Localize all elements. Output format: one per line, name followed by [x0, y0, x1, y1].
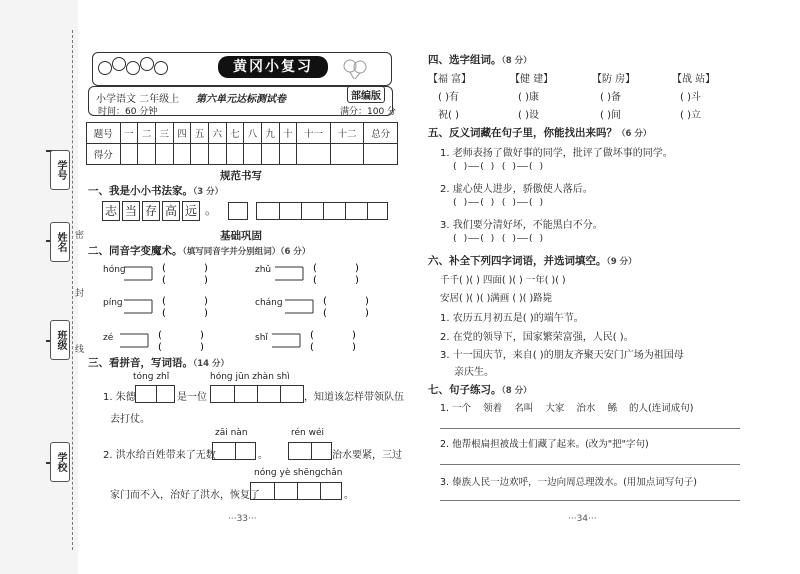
q3-s1-post: ，知道该怎样带领队伍: [304, 392, 404, 403]
pinyin: hónɡ: [103, 265, 126, 275]
table-cell: 得分: [87, 144, 121, 165]
score-cell[interactable]: [364, 144, 398, 165]
svg-text:): ): [204, 296, 208, 307]
q3-s3-post: 。: [344, 490, 354, 501]
table-cell: 一: [120, 123, 138, 144]
q6-sentence-cont: 亲庆生。: [454, 367, 494, 378]
table-cell: 八: [244, 123, 262, 144]
q3-s1-cont: 去打仗。: [110, 414, 150, 425]
q1-title: [88, 183, 223, 198]
table-cell: 二: [138, 123, 156, 144]
q7-points: （8 分）: [501, 386, 532, 396]
q2-title-text: 二、同音字变魔术。: [88, 245, 183, 257]
table-cell: 九: [261, 123, 279, 144]
section-heading-writing: 规范书写: [220, 170, 262, 182]
svg-text:): ): [200, 330, 204, 341]
question-number-row: [87, 123, 398, 144]
q6-words[interactable]: 安居( )( )( )满画 ( )( )路毙: [440, 293, 553, 304]
page-number-left: ···33···: [228, 514, 257, 524]
class-label: 班级: [50, 320, 70, 360]
score-cell[interactable]: [244, 144, 262, 165]
score-cell[interactable]: [279, 144, 297, 165]
q7-title-text: 七、句子练习。: [428, 384, 502, 396]
svg-text:): ): [352, 330, 356, 341]
table-cell: 六: [208, 123, 226, 144]
cut-mark: 线: [75, 345, 85, 355]
q5-title: [428, 125, 651, 140]
q4-group: 【福 富】: [428, 74, 472, 85]
q5-sentence: 1. 老师表扬了做好事的同学，批评了做坏事的同学。: [440, 148, 673, 159]
q4-blank[interactable]: ( )立: [680, 110, 701, 121]
pinyin: rén wéi: [291, 428, 325, 438]
time-limit: 时间：60 分钟: [98, 107, 158, 117]
q3-title-text: 三、看拼音，写词语。: [88, 357, 193, 369]
q5-sentence: 3. 我们要分清好坏，不能黑白不分。: [440, 220, 603, 231]
score-cell[interactable]: [191, 144, 209, 165]
homophone-bracket[interactable]: [270, 329, 358, 351]
score-cell[interactable]: [226, 144, 244, 165]
svg-text:(: (: [158, 342, 162, 351]
model-char: 存: [142, 201, 160, 221]
q6-sentence[interactable]: 3. 十一国庆节，来自( )的朋友齐聚天安门广场为祖国母: [440, 350, 684, 361]
q4-points: （8 分）: [501, 56, 532, 66]
q6-sentence[interactable]: 2. 在党的领导下，国家繁荣富强，人民( )。: [440, 332, 634, 343]
table-cell: 七: [226, 123, 244, 144]
school-label: 学校: [50, 442, 70, 482]
q1-title-text: 一、我是小小书法家。: [88, 185, 193, 197]
score-table: [86, 122, 398, 165]
svg-text:): ): [204, 275, 208, 284]
q4-blank[interactable]: ( )有: [438, 92, 459, 103]
q6-words[interactable]: 千千( )( ) 四面( )( ) 一年( )( ): [440, 275, 566, 286]
table-cell: 五: [191, 123, 209, 144]
table-cell: 四: [173, 123, 191, 144]
homophone-bracket[interactable]: [122, 262, 210, 284]
q4-blank[interactable]: 祝( ): [438, 110, 459, 121]
q4-group: 【战 站】: [672, 74, 716, 85]
kids-illustration: [98, 55, 178, 83]
q3-s2-pre: 2. 洪水给百姓带来了无数: [103, 450, 216, 461]
answer-line[interactable]: [440, 428, 740, 429]
score-cell[interactable]: [297, 144, 331, 165]
pinyin: zé: [103, 333, 114, 343]
score-cell[interactable]: [208, 144, 226, 165]
table-cell: 十二: [330, 123, 364, 144]
edition-badge: 部编版: [347, 86, 385, 103]
q4-title-text: 四、选字组词。: [428, 54, 502, 66]
q7-sentence: 1. 一个 领着 名叫 大家 治水 鲧 的人(连词成句): [440, 403, 694, 414]
table-cell: 十: [279, 123, 297, 144]
score-cell[interactable]: [261, 144, 279, 165]
q6-title-text: 六、补全下列四字词语，并选词填空。: [428, 255, 607, 267]
model-char: 。: [204, 203, 217, 217]
score-row: [87, 144, 398, 165]
answer-grid[interactable]: [250, 482, 342, 500]
score-cell[interactable]: [120, 144, 138, 165]
q2-note: （填写同音字并分别组词）（6 分）: [182, 247, 311, 257]
model-char: 高: [162, 201, 180, 221]
q4-group: 【健 建】: [510, 74, 554, 85]
section-heading-basic: 基础巩固: [220, 230, 262, 242]
q7-sentence: 2. 他帮根扁担被战士们藏了起来。(改为"把"字句): [440, 439, 649, 450]
answer-grid[interactable]: [135, 385, 175, 403]
svg-text:(: (: [162, 308, 166, 317]
svg-text:): ): [204, 263, 208, 274]
svg-text:(: (: [158, 330, 162, 341]
svg-text:): ): [352, 342, 356, 351]
answer-line[interactable]: [440, 500, 740, 501]
pinyin: pínɡ: [103, 298, 123, 308]
answer-grid[interactable]: [210, 385, 304, 403]
table-cell: 十一: [297, 123, 331, 144]
balloon-icon: [340, 58, 370, 80]
q3-s3-pre: 家门而不入，治好了洪水，恢复了: [110, 490, 260, 501]
homophone-bracket[interactable]: [118, 329, 206, 351]
q3-s2-post: 治水要紧，三过: [332, 450, 402, 461]
q7-sentence: 3. 傣族人民一边欢呼，一边向周总理泼水。(用加点词写句子): [440, 477, 697, 488]
q4-blank[interactable]: ( )间: [600, 110, 621, 121]
answer-grid[interactable]: [288, 442, 332, 460]
svg-text:(: (: [323, 296, 327, 307]
svg-text:(: (: [323, 308, 327, 317]
cut-line: [72, 30, 73, 550]
name-label: 姓名: [50, 222, 70, 262]
q4-blank[interactable]: ( )备: [600, 92, 621, 103]
svg-text:(: (: [162, 296, 166, 307]
cut-mark: 封: [75, 289, 85, 299]
binding-strip: [0, 0, 85, 574]
svg-text:): ): [204, 308, 208, 317]
svg-text:(: (: [162, 275, 166, 284]
table-cell: 总分: [364, 123, 398, 144]
q5-points: （6 分）: [617, 129, 652, 139]
q5-pair[interactable]: ( )——( ) ( )——( ): [452, 162, 545, 172]
score-cell[interactable]: [155, 144, 173, 165]
q3-title: [88, 355, 229, 370]
cut-mark: 密: [75, 231, 85, 241]
model-char: 当: [122, 201, 140, 221]
writing-grid[interactable]: [256, 202, 388, 220]
q6-title: [428, 253, 637, 268]
student-id-label: 学号: [50, 150, 70, 190]
svg-text:): ): [355, 263, 359, 274]
brand-logo: 黄冈小复习: [218, 56, 328, 78]
pinyin: tónɡ zhǐ: [133, 372, 170, 382]
table-cell: 三: [155, 123, 173, 144]
model-char: 志: [102, 201, 120, 221]
answer-grid[interactable]: [212, 442, 256, 460]
test-title: 第六单元达标测试卷: [196, 94, 286, 105]
score-cell[interactable]: [138, 144, 156, 165]
q6-sentence[interactable]: 1. 农历五月初五是( )的端午节。: [440, 313, 584, 324]
full-score: 满分：100 分: [340, 107, 397, 117]
model-char: 远: [182, 201, 200, 221]
homophone-bracket[interactable]: [283, 295, 371, 317]
pinyin: shǐ: [255, 333, 268, 343]
svg-text:(: (: [310, 342, 314, 351]
q5-pair[interactable]: ( )——( ) ( )——( ): [452, 234, 545, 244]
writing-grid[interactable]: [228, 202, 248, 220]
svg-text:(: (: [310, 330, 314, 341]
q1-points: （3 分）: [193, 187, 224, 197]
q5-pair[interactable]: ( )——( ) ( )——( ): [452, 198, 545, 208]
q4-group: 【防 房】: [592, 74, 636, 85]
svg-text:(: (: [162, 263, 166, 274]
svg-text:(: (: [313, 275, 317, 284]
pinyin: chánɡ: [255, 298, 283, 308]
subject-grade: 小学语文 二年级上: [96, 94, 180, 105]
q4-blank[interactable]: ( )斗: [680, 92, 701, 103]
score-cell[interactable]: [173, 144, 191, 165]
q7-title: [428, 382, 532, 397]
pinyin: zāi nàn: [215, 428, 248, 438]
homophone-bracket[interactable]: [273, 262, 361, 284]
q4-blank[interactable]: ( )康: [518, 92, 539, 103]
q2-title: [88, 243, 310, 258]
svg-text:): ): [355, 275, 359, 284]
q5-sentence: 2. 虚心使人进步，骄傲使人落后。: [440, 184, 593, 195]
pinyin: zhǔ: [255, 265, 272, 275]
pinyin: hónɡ jūn zhàn shì: [210, 372, 290, 382]
svg-text:(: (: [313, 263, 317, 274]
q3-s1-mid: 是一位: [177, 392, 207, 403]
pinyin: nónɡ yè shēnɡchǎn: [254, 468, 343, 478]
svg-text:): ): [365, 296, 369, 307]
svg-text:): ): [365, 308, 369, 317]
q3-points: （14 分）: [193, 359, 230, 369]
homophone-bracket[interactable]: [122, 295, 210, 317]
table-cell: 题号: [87, 123, 121, 144]
q3-s1-pre: 1. 朱德: [103, 392, 136, 403]
q4-title: [428, 52, 532, 67]
q5-title-text: 五、反义词藏在句子里，你能找出来吗？: [428, 127, 617, 139]
score-cell[interactable]: [330, 144, 364, 165]
svg-text:): ): [200, 342, 204, 351]
page-number-right: ···34···: [568, 514, 597, 524]
q4-blank[interactable]: ( )设: [518, 110, 539, 121]
q6-points: （9 分）: [606, 257, 637, 267]
answer-line[interactable]: [440, 464, 740, 465]
q3-s2-mid: 。: [258, 450, 268, 461]
